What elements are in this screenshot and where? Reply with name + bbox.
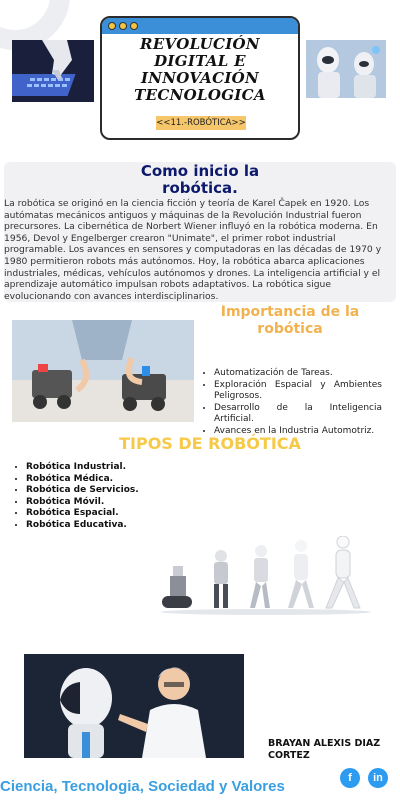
list-item: • Robótica Móvil. bbox=[26, 497, 196, 509]
list-item: • Robótica de Servicios. bbox=[26, 485, 196, 497]
intro-heading: Como inicio la robótica. bbox=[140, 162, 260, 197]
facebook-icon[interactable]: f bbox=[340, 768, 360, 788]
list-item: • Desarrollo de la Inteligencia Artificial. bbox=[214, 403, 382, 426]
list-item: • Robótica Educativa. bbox=[26, 520, 196, 532]
scientist-robot-photo bbox=[24, 654, 244, 758]
window-dot-icon bbox=[119, 22, 127, 30]
section-tag: <<11.-ROBÓTICA>> bbox=[156, 118, 246, 128]
list-item: • Robótica Médica. bbox=[26, 474, 196, 486]
window-bar bbox=[102, 18, 298, 34]
humanoid-robots-photo bbox=[306, 40, 386, 98]
importance-list bbox=[202, 368, 382, 437]
author-name: BRAYAN ALEXIS DIAZ CORTEZ bbox=[268, 738, 381, 761]
list-item: • Avances en la Industria Automotriz. bbox=[214, 426, 382, 438]
tipos-list bbox=[16, 462, 196, 532]
robot-hand-keyboard-photo bbox=[12, 40, 94, 102]
tipos-heading: TIPOS DE ROBÓTICA bbox=[119, 434, 301, 453]
intro-paragraph: La robótica se originó en la ciencia ficción y teoría de Karel Čapek en 1920. Los autómatas mecánicos antiguos y máquinas de la Revolución Industrial fueron precursores. La cibernética de Norbert Wiener influyó en la robótica moderna. En 1956, Devol y Engelberger crearon "Unimate", el primer robot industrial programable. Los avances en sensores y computadoras en las décadas de 1970 y 1980 permitieron robots más autónomos. Hoy, la robótica abarca aplicaciones industriales, médicas, vehículos autónomos y drones. La inteligencia artificial y el aprendizaje automático impulsan robots adaptativos. La robótica sigue evolucionando con avances interdisciplinarios. bbox=[4, 198, 382, 302]
page-title: REVOLUCIÓN DIGITAL E INNOVACIÓN TECNOLOGICA bbox=[134, 35, 266, 104]
list-item: • Exploración Espacial y Ambientes Peligrosos. bbox=[214, 380, 382, 403]
window-dot-icon bbox=[130, 22, 138, 30]
robotics-kit-photo bbox=[12, 320, 194, 422]
list-item: • Robótica Industrial. bbox=[26, 462, 196, 474]
title-card bbox=[100, 16, 300, 140]
footer-subject: Ciencia, Tecnologia, Sociedad y Valores bbox=[0, 778, 285, 795]
linkedin-icon[interactable]: in bbox=[368, 768, 388, 788]
importance-heading: Importancia de la robótica bbox=[220, 304, 360, 337]
window-dot-icon bbox=[108, 22, 116, 30]
robot-evolution-illustration bbox=[156, 536, 376, 616]
list-item: • Robótica Espacial. bbox=[26, 508, 196, 520]
list-item: • Automatización de Tareas. bbox=[214, 368, 382, 380]
